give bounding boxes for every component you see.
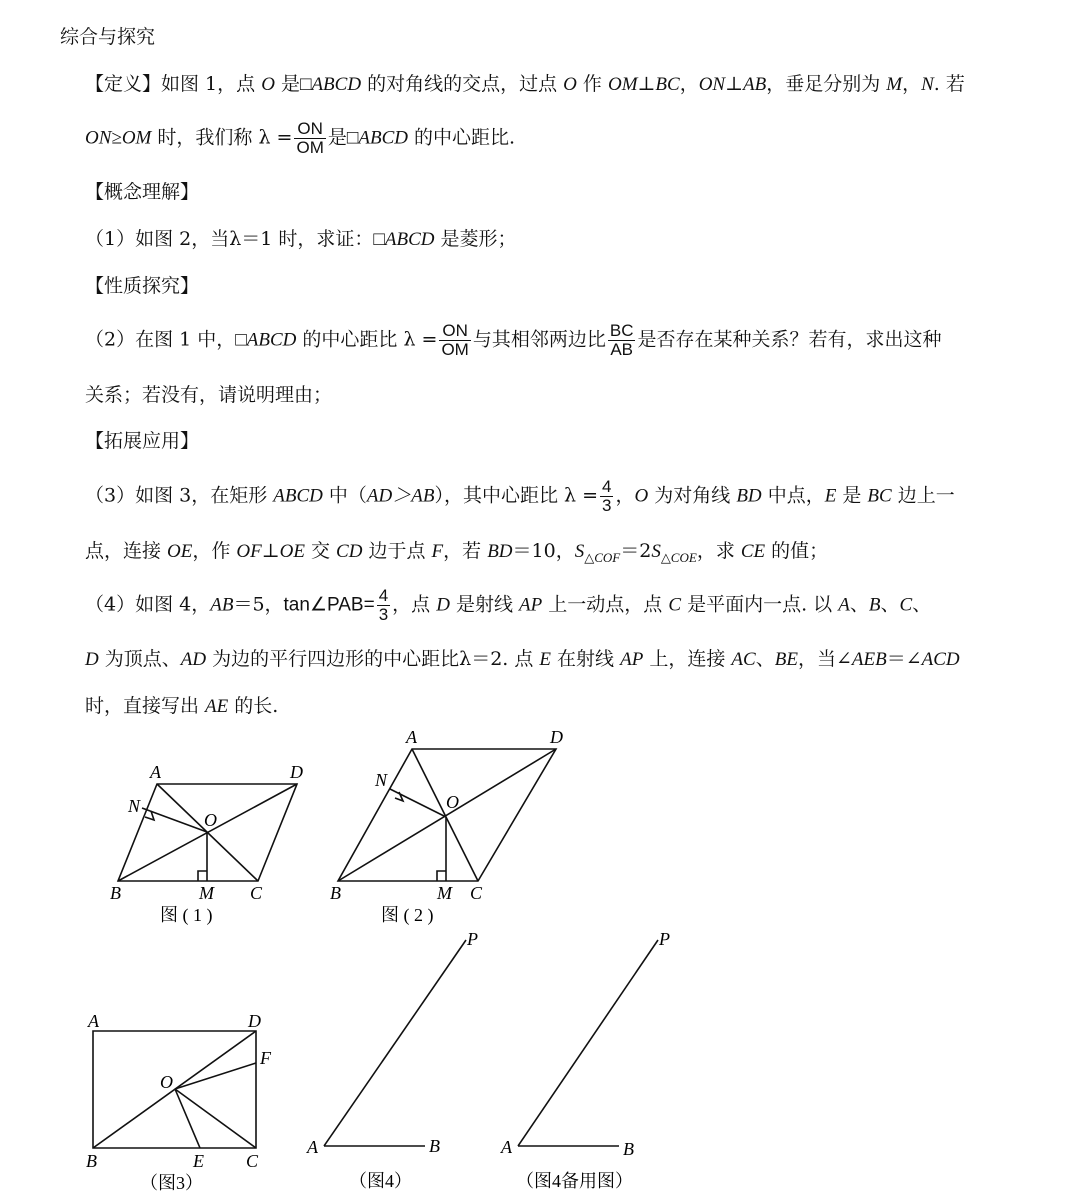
figure-4-backup	[500, 929, 670, 1191]
fig3-of	[175, 1063, 256, 1089]
fig1-label-c: C	[250, 883, 263, 903]
figure-4	[306, 929, 478, 1191]
fig2-label-a: A	[406, 727, 417, 747]
fraction-on-om: $\frac{ON}{OM}$	[296, 119, 324, 157]
fig4-label-b: B	[429, 1136, 440, 1156]
fig3-label-e: E	[193, 1151, 204, 1171]
definition-line-1: 【定义】如图 1，点 O 是□ABCD 的对角线的交点，过点 O 作 OM⊥BC，ON⊥AB，垂足分别为 M，N. 若	[85, 73, 965, 95]
fig3-label-b: B	[86, 1151, 97, 1171]
section-concept: 【概念理解】	[85, 181, 200, 203]
fig4-label-a: A	[307, 1137, 318, 1157]
fig2-label-d: D	[550, 727, 563, 747]
fig2-label-c: C	[470, 883, 483, 903]
question-3-line-1: （3）如图 3，在矩形 ABCD 中（AD＞AB），其中心距比 λ = $\frac{4}{3}$ ，O 为对角线 BD 中点，E 是 BC 边上一	[85, 477, 955, 515]
fig5-label-p: P	[659, 929, 670, 949]
fig4-label-p: P	[467, 929, 478, 949]
fig1-label-a: A	[150, 762, 161, 782]
question-4-line-3: 时，直接写出 AE 的长.	[85, 695, 279, 717]
fig2-right-angle-n	[395, 792, 403, 801]
fig2-label-o: O	[446, 792, 459, 812]
fig5-label-b: B	[623, 1139, 634, 1159]
fig2-diagonal-ac	[412, 749, 478, 881]
fig2-label-m: M	[437, 883, 452, 903]
fraction-4-3: $\frac{4}{3}$	[602, 477, 612, 515]
fig4-ray-ap	[324, 940, 466, 1146]
fig2-label-b: B	[330, 883, 341, 903]
fig3-label-o: O	[160, 1072, 173, 1092]
fig2-caption: 图 ( 2 )	[381, 905, 434, 925]
fraction-bc-ab: $\frac{BC}{AB}$	[609, 321, 634, 359]
fig2-label-n: N	[375, 770, 388, 790]
fig3-caption: （图3）	[140, 1173, 203, 1193]
figure-1	[110, 762, 303, 926]
question-2-line-1: （2）在图 1 中，□ABCD 的中心距比 λ = $\frac{ON}{OM}$ 与其相邻两边比 $\frac{BC}{AB}$ 是否存在某种关系？若有，求出这种	[85, 321, 942, 359]
fig3-label-f: F	[260, 1048, 271, 1068]
fig5-ray-ap	[518, 940, 658, 1146]
fig1-label-n: N	[128, 796, 141, 816]
fig1-caption: 图 ( 1 )	[160, 905, 213, 925]
fig5-caption: （图4备用图）	[516, 1171, 633, 1191]
section-property: 【性质探究】	[85, 275, 200, 297]
fraction-on-om-2: $\frac{ON}{OM}$	[441, 321, 469, 359]
figure-2	[330, 727, 563, 926]
fig3-label-d: D	[248, 1011, 261, 1031]
fig2-on	[390, 789, 446, 817]
question-1: （1）如图 2，当λ＝1 时，求证：□ABCD 是菱形；	[85, 228, 517, 250]
fig1-label-o: O	[204, 810, 217, 830]
section-definition: 【定义】	[85, 73, 162, 95]
definition-line-2: ON≥OM 时，我们称 λ = $\frac{ON}{OM}$ 是□ABCD 的中心距比.	[85, 119, 516, 157]
figure-3	[86, 1011, 272, 1193]
fig3-label-a: A	[88, 1011, 99, 1031]
page-header: 综合与探究	[60, 26, 156, 48]
fig1-right-angle-m	[198, 871, 207, 881]
parallelogram-symbol: □ABCD	[299, 74, 362, 95]
question-2-line-2: 关系；若没有，请说明理由；	[85, 384, 333, 406]
fig1-label-b: B	[110, 883, 121, 903]
fig3-label-c: C	[246, 1151, 259, 1171]
fig1-label-d: D	[290, 762, 303, 782]
question-3-line-2: 点，连接 OE，作 OF⊥OE 交 CD 边于点 F，若 BD＝10，$S_{\triangle COF}=2S_{\triangle COE}$，求 CE 的值；	[85, 540, 829, 565]
fraction-tan-4-3: $\frac{4}{3}$	[378, 586, 389, 624]
fig4-caption: （图4）	[349, 1171, 412, 1191]
fig2-diagonal-bd	[338, 749, 556, 881]
fig1-label-m: M	[199, 883, 214, 903]
section-extension: 【拓展应用】	[85, 430, 200, 452]
fig2-right-angle-m	[437, 871, 446, 881]
fig5-label-a: A	[501, 1137, 512, 1157]
question-4-line-2: D 为顶点、AD 为边的平行四边形的中心距比λ＝2. 点 E 在射线 AP 上，连接 AC、BE，当∠AEB＝∠ACD	[85, 648, 960, 670]
question-4-line-1: （4）如图 4，AB＝5，tan∠PAB= $\frac{4}{3}$ ，点 D 是射线 AP 上一动点，点 C 是平面内一点. 以 A、B、C、	[85, 586, 932, 624]
